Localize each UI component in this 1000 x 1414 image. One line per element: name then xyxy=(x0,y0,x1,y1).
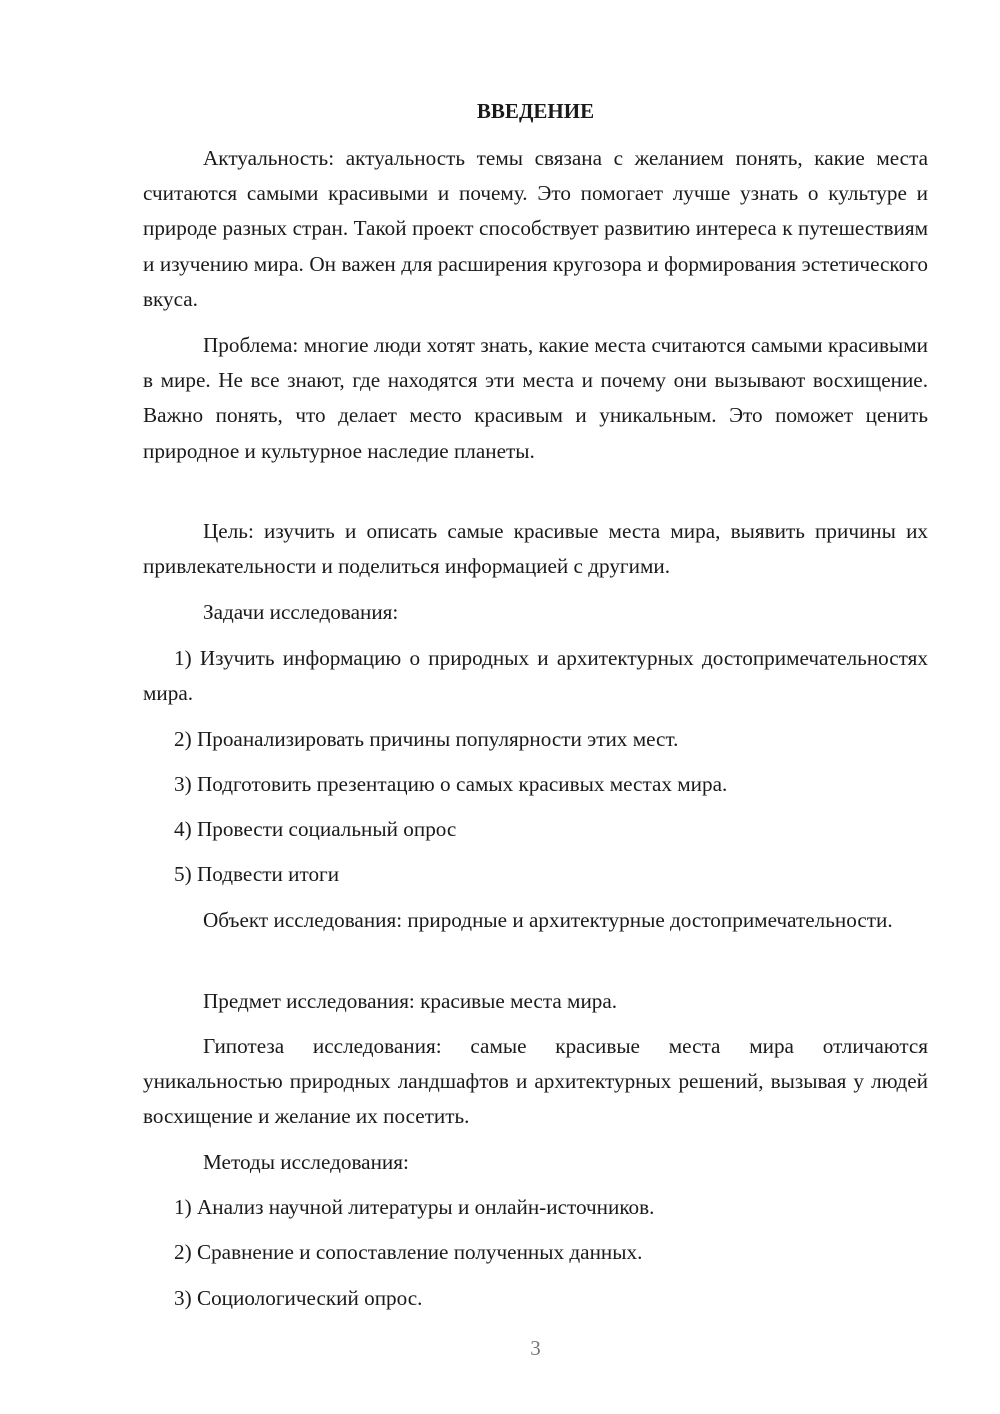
page-number: 3 xyxy=(530,1336,541,1360)
relevance-paragraph: Актуальность: актуальность темы связана с желанием понять, какие места считаются самыми красивыми и почему. Это помогает лучше узнать о культуре и природе разных стран. Такой проект способствует развитию интереса к путешествиям и изучению мира. Он важен для расширения кругозора и формирования эстетического вкуса. xyxy=(143,146,928,311)
method-item-1: 1) Анализ научной литературы и онлайн-источников. xyxy=(174,1195,655,1219)
task-item-2: 2) Проанализировать причины популярности этих мест. xyxy=(174,727,679,751)
task-item-4: 4) Провести социальный опрос xyxy=(174,817,457,841)
method-item-2: 2) Сравнение и сопоставление полученных данных. xyxy=(174,1240,643,1264)
object-paragraph: Объект исследования: природные и архитектурные достопримечательности. xyxy=(203,908,893,932)
document-page xyxy=(143,0,928,1414)
task-item-3: 3) Подготовить презентацию о самых красивых местах мира. xyxy=(174,772,728,796)
problem-paragraph: Проблема: многие люди хотят знать, какие места считаются самыми красивыми в мире. Не все знают, где находятся эти места и почему они вызывают восхищение. Важно понять, что делает место красивым и уникальным. Это поможет ценить природное и культурное наследие планеты. xyxy=(143,333,928,463)
method-item-3: 3) Социологический опрос. xyxy=(174,1286,423,1310)
section-heading: ВВЕДЕНИЕ xyxy=(476,99,595,123)
task-item-1: 1) Изучить информацию о природных и архитектурных достопримечательностях мира. xyxy=(143,646,928,706)
methods-heading: Методы исследования: xyxy=(203,1150,409,1174)
hypothesis-paragraph: Гипотеза исследования: самые красивые места мира отличаются уникальностью природных ландшафтов и архитектурных решений, вызывая у людей восхищение и желание их посетить. xyxy=(143,1034,928,1129)
subject-paragraph: Предмет исследования: красивые места мира. xyxy=(203,989,618,1013)
goal-paragraph: Цель: изучить и описать самые красивые места мира, выявить причины их привлекательности и поделиться информацией с другими. xyxy=(143,519,928,579)
tasks-heading: Задачи исследования: xyxy=(203,600,399,624)
task-item-5: 5) Подвести итоги xyxy=(174,862,340,886)
